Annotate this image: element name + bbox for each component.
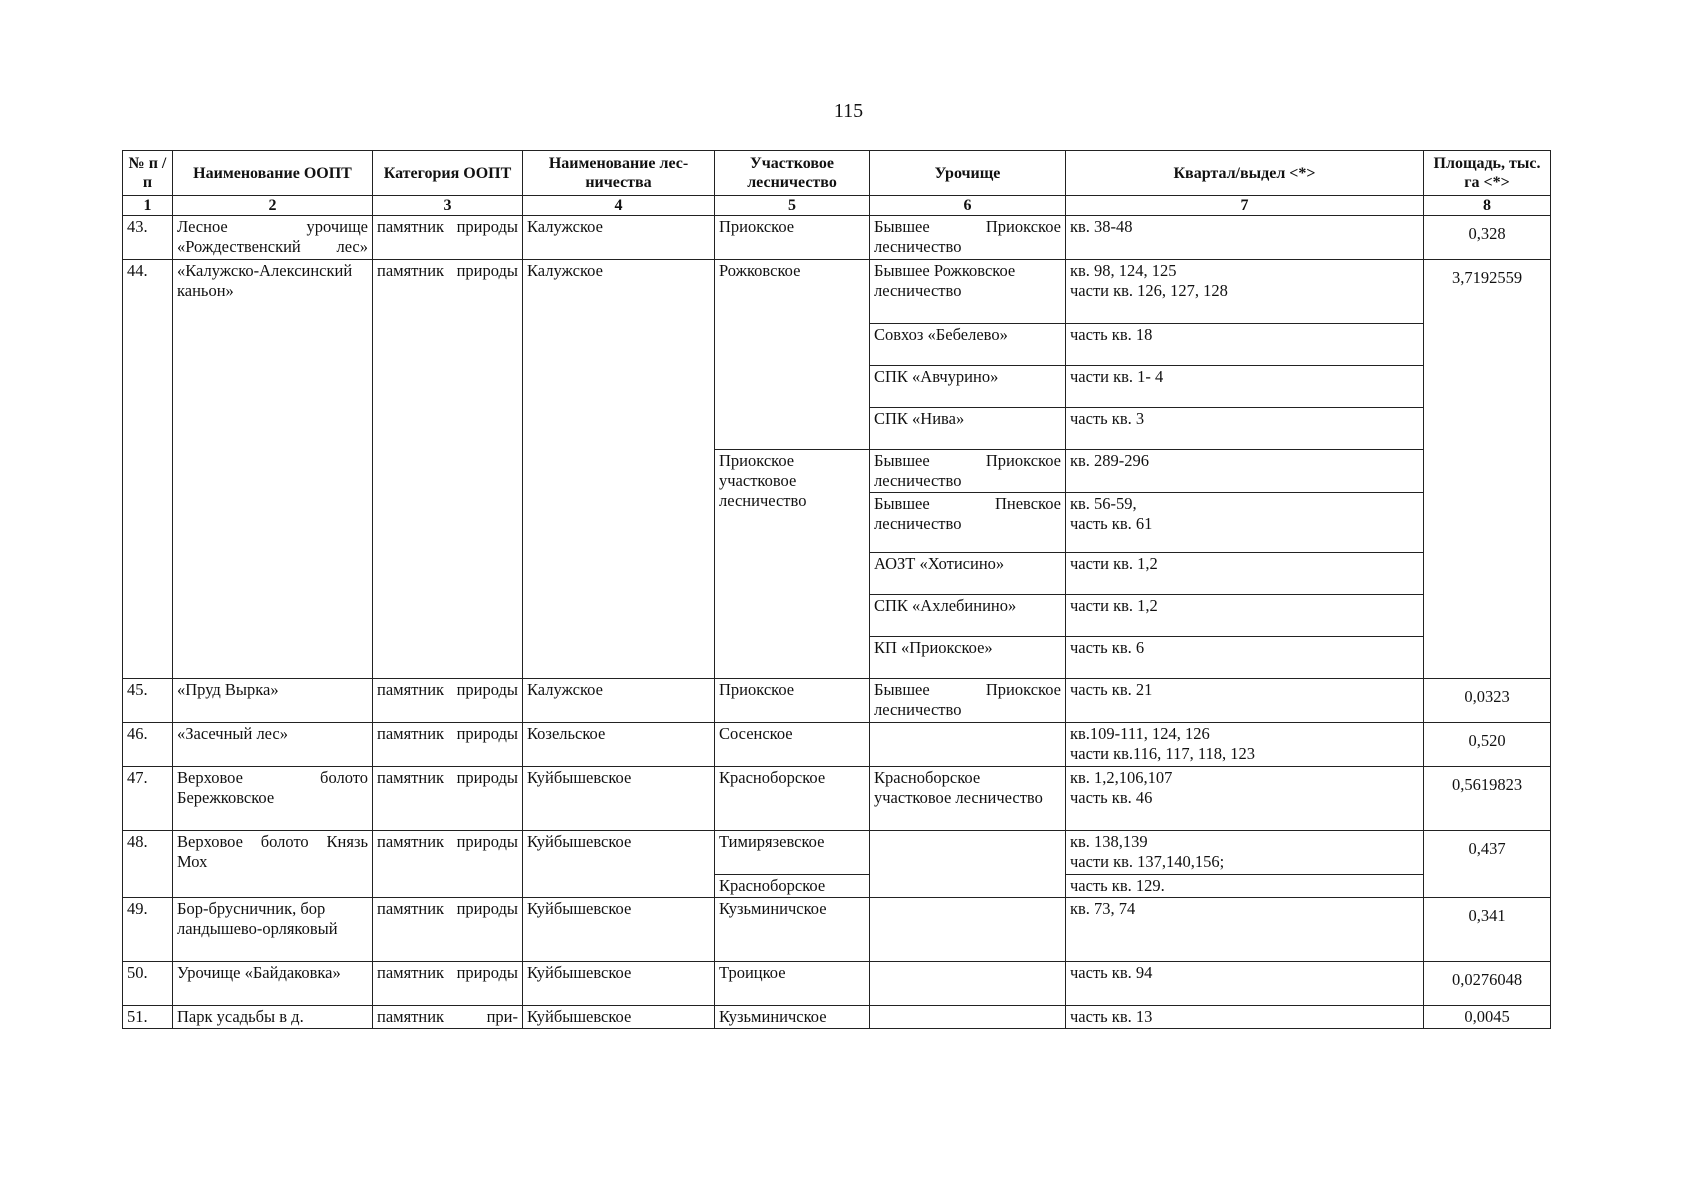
table-row [123, 831, 1551, 875]
forestry-name: Козельское [523, 723, 715, 767]
area-size: 3,7192559 [1424, 260, 1551, 679]
area-category: памятник природы [373, 216, 523, 260]
tract: Бывшее Пневское лесничество [870, 493, 1066, 553]
area-name: Верховое болото Бережковское [173, 767, 373, 831]
forestry-name: Калужское [523, 679, 715, 723]
table-row [123, 962, 1551, 1006]
table-row [123, 216, 1551, 260]
area-category: памятник природы [373, 260, 523, 679]
tract: СПК «Нива» [870, 408, 1066, 450]
tract [870, 962, 1066, 1006]
area-category: памятник природы [373, 962, 523, 1006]
quarter: части кв. 1,2 [1066, 553, 1424, 595]
area-name: Парк усадьбы в д. [173, 1006, 373, 1029]
area-name: «Пруд Вырка» [173, 679, 373, 723]
forestry-name: Куйбышевское [523, 831, 715, 898]
forestry-name: Калужское [523, 260, 715, 679]
tract [870, 898, 1066, 962]
district-forestry: Приокское участковое лесничество [715, 450, 870, 679]
area-category: памятник природы [373, 831, 523, 898]
quarter-line: части кв. 137,140,156; [1070, 852, 1225, 871]
district-forestry: Кузьминичское [715, 1006, 870, 1029]
row-number: 43. [123, 216, 173, 260]
col-number: 2 [173, 196, 373, 216]
district-forestry: Приокское [715, 216, 870, 260]
col-number: 7 [1066, 196, 1424, 216]
quarter: часть кв. 18 [1066, 324, 1424, 366]
col-number: 6 [870, 196, 1066, 216]
tract: Бывшее Приокское лесничество [870, 679, 1066, 723]
district-forestry: Красноборское [715, 875, 870, 898]
area-name: «Засечный лес» [173, 723, 373, 767]
row-number: 45. [123, 679, 173, 723]
area-name: «Калужско-Алексинский каньон» [173, 260, 373, 679]
col-number: 3 [373, 196, 523, 216]
quarter-line: кв.109-111, 124, 126 [1070, 724, 1210, 743]
area-category: памятник природы [373, 898, 523, 962]
col-number: 4 [523, 196, 715, 216]
header-quarter: Квартал/выдел <*> [1066, 151, 1424, 196]
quarter: кв. 38-48 [1066, 216, 1424, 260]
header-row [123, 151, 1551, 196]
quarter [1066, 767, 1424, 831]
area-name: Верховое болото Князь Мох [173, 831, 373, 898]
quarter: часть кв. 129. [1066, 875, 1424, 898]
protected-areas-table [122, 150, 1551, 1029]
tract: СПК «Авчурино» [870, 366, 1066, 408]
tract: Бывшее Приокское лесничество [870, 450, 1066, 493]
area-category: памятник при- [373, 1006, 523, 1029]
header-name: Наименование ООПТ [173, 151, 373, 196]
district-forestry: Рожковское [715, 260, 870, 450]
area-category: памятник природы [373, 679, 523, 723]
row-number: 48. [123, 831, 173, 898]
header-forestry: Наименование лес-ничества [523, 151, 715, 196]
row-number: 50. [123, 962, 173, 1006]
quarter-line: части кв.116, 117, 118, 123 [1070, 744, 1255, 763]
col-number: 5 [715, 196, 870, 216]
forestry-name: Калужское [523, 216, 715, 260]
table-row [123, 679, 1551, 723]
header-tract: Урочище [870, 151, 1066, 196]
quarter [1066, 723, 1424, 767]
col-number: 8 [1424, 196, 1551, 216]
row-number: 51. [123, 1006, 173, 1029]
tract: Бывшее Рожковское лесничество [870, 260, 1066, 324]
tract: Бывшее Приокское лесничество [870, 216, 1066, 260]
district-forestry: Сосенское [715, 723, 870, 767]
district-forestry: Кузьминичское [715, 898, 870, 962]
table-row [123, 767, 1551, 831]
area-size: 0,437 [1424, 831, 1551, 898]
quarter-line: части кв. 126, 127, 128 [1070, 281, 1228, 300]
area-name: Лесное урочище «Рождественский лес» [173, 216, 373, 260]
district-forestry: Красноборское [715, 767, 870, 831]
table-row [123, 898, 1551, 962]
district-forestry: Приокское [715, 679, 870, 723]
area-size: 0,0323 [1424, 679, 1551, 723]
quarter: часть кв. 3 [1066, 408, 1424, 450]
quarter [1066, 831, 1424, 875]
district-forestry: Троицкое [715, 962, 870, 1006]
quarter: части кв. 1- 4 [1066, 366, 1424, 408]
tract: АОЗТ «Хотисино» [870, 553, 1066, 595]
header-category: Категория ООПТ [373, 151, 523, 196]
quarter [1066, 493, 1424, 553]
quarter: кв. 73, 74 [1066, 898, 1424, 962]
area-name: Бор-брусничник, бор ландышево-орляковый [173, 898, 373, 962]
forestry-name: Куйбышевское [523, 962, 715, 1006]
quarter-line: кв. 98, 124, 125 [1070, 261, 1177, 280]
area-name: Урочище «Байдаковка» [173, 962, 373, 1006]
quarter: кв. 289-296 [1066, 450, 1424, 493]
area-size: 0,0045 [1424, 1006, 1551, 1029]
quarter-line: часть кв. 61 [1070, 514, 1153, 533]
quarter: часть кв. 94 [1066, 962, 1424, 1006]
district-forestry: Тимирязевское [715, 831, 870, 875]
page-number: 115 [833, 100, 864, 122]
forestry-name: Куйбышевское [523, 1006, 715, 1029]
row-number: 44. [123, 260, 173, 679]
table-row [123, 260, 1551, 324]
area-size: 0,520 [1424, 723, 1551, 767]
tract [870, 831, 1066, 898]
quarter: часть кв. 6 [1066, 637, 1424, 679]
quarter: часть кв. 21 [1066, 679, 1424, 723]
quarter-line: кв. 138,139 [1070, 832, 1148, 851]
quarter: части кв. 1,2 [1066, 595, 1424, 637]
area-size: 0,328 [1424, 216, 1551, 260]
row-number: 49. [123, 898, 173, 962]
tract [870, 1006, 1066, 1029]
quarter-line: часть кв. 46 [1070, 788, 1153, 807]
column-number-row [123, 196, 1551, 216]
tract: СПК «Ахлебинино» [870, 595, 1066, 637]
forestry-name: Куйбышевское [523, 898, 715, 962]
tract [870, 723, 1066, 767]
quarter-line: кв. 1,2,106,107 [1070, 768, 1173, 787]
area-category: памятник природы [373, 767, 523, 831]
table-row [123, 723, 1551, 767]
tract: Совхоз «Бебелево» [870, 324, 1066, 366]
header-no: № п /п [123, 151, 173, 196]
area-size: 0,0276048 [1424, 962, 1551, 1006]
quarter-line: кв. 56-59, [1070, 494, 1137, 513]
row-number: 47. [123, 767, 173, 831]
row-number: 46. [123, 723, 173, 767]
quarter: часть кв. 13 [1066, 1006, 1424, 1029]
table-row [123, 1006, 1551, 1029]
quarter [1066, 260, 1424, 324]
area-size: 0,341 [1424, 898, 1551, 962]
header-area: Площадь, тыс. га <*> [1424, 151, 1551, 196]
area-size: 0,5619823 [1424, 767, 1551, 831]
header-district: Участковое лесничество [715, 151, 870, 196]
area-category: памятник природы [373, 723, 523, 767]
col-number: 1 [123, 196, 173, 216]
tract: Красноборское участковое лесничество [870, 767, 1066, 831]
forestry-name: Куйбышевское [523, 767, 715, 831]
tract: КП «Приокское» [870, 637, 1066, 679]
